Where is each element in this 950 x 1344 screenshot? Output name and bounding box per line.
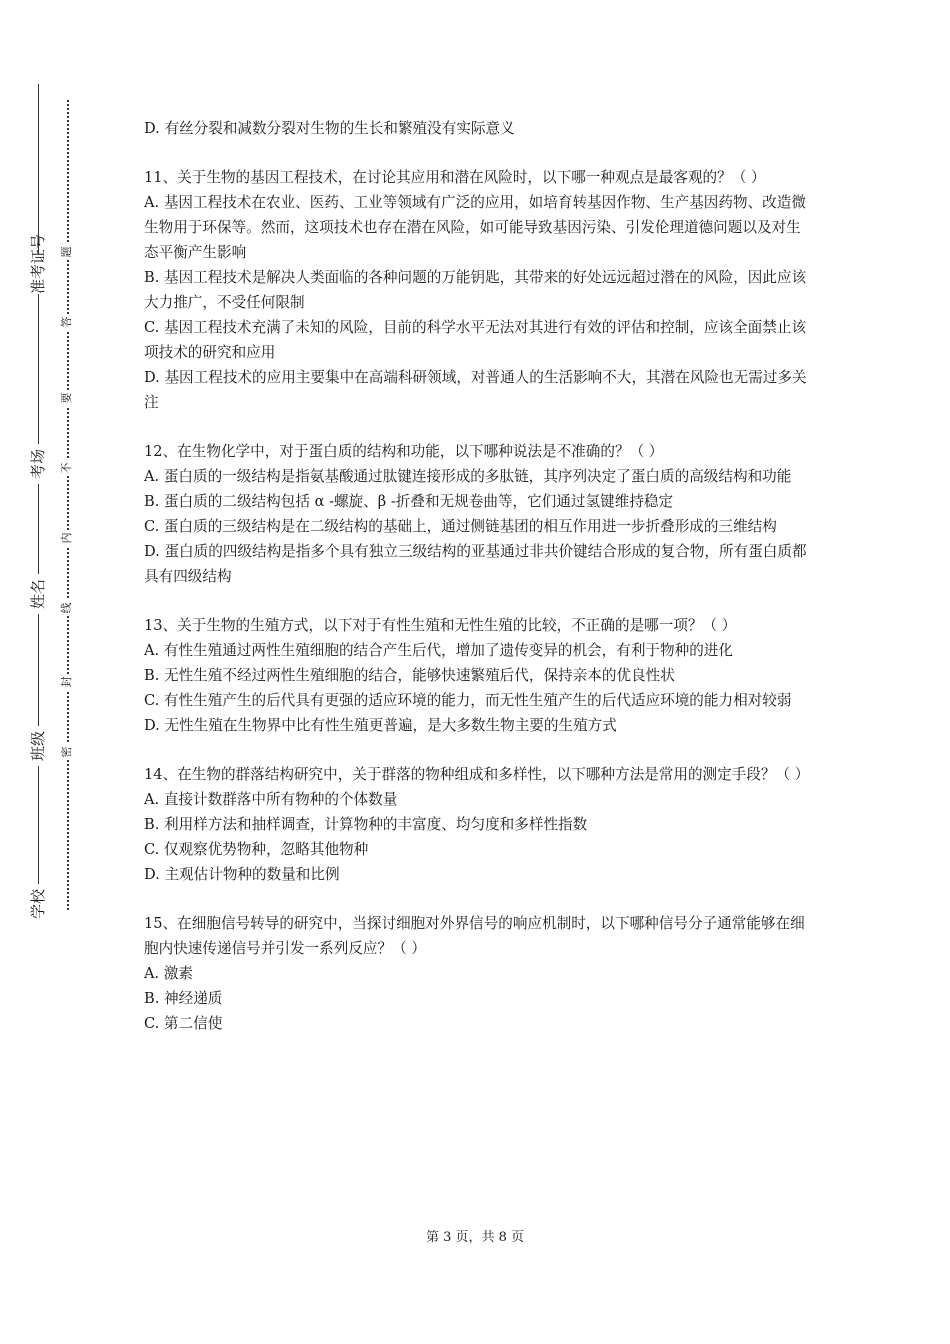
question-stem: 15、在细胞信号转导的研究中，当探讨细胞对外界信号的响应机制时，以下哪种信号分子通常能够在细胞内快速传递信号并引发一系列反应？（ ） <box>144 915 805 957</box>
seal-char: 答 <box>59 314 75 330</box>
option-c: C. 第二信使 <box>144 1015 223 1032</box>
option-b: B. 无性生殖不经过两性生殖细胞的结合，能够快速繁殖后代，保持亲本的优良性状 <box>144 667 675 684</box>
option-a: A. 有性生殖通过两性生殖细胞的结合产生后代，增加了遗传变异的机会，有利于物种的进化 <box>144 642 733 659</box>
seal-char: 题 <box>59 244 75 260</box>
seal-char: 不 <box>59 460 75 476</box>
exam-room-label: 考场 <box>18 444 58 484</box>
question-stem: 14、在生物的群落结构研究中，关于群落的物种组成和多样性，以下哪种方法是常用的测定手段？（ ） <box>144 766 810 783</box>
option-a: A. 基因工程技术在农业、医药、工业等领域有广泛的应用，如培育转基因作物、生产基因药物、改造微生物用于环保等。然而，这项技术也存在潜在风险，如可能导致基因污染、引发伦理道德问题以及对生态平衡产生影响 <box>144 194 806 261</box>
exam-content <box>144 116 812 1060</box>
question-stem: 12、在生物化学中，对于蛋白质的结构和功能，以下哪种说法是不准确的？（ ） <box>144 443 664 460</box>
binding-margin <box>0 0 120 1344</box>
class-label: 班级 <box>18 726 58 766</box>
seal-char: 密 <box>59 744 75 760</box>
question-11 <box>144 165 812 415</box>
option-a: A. 直接计数群落中所有物种的个体数量 <box>144 791 398 808</box>
option-c: C. 基因工程技术充满了未知的风险，目前的科学水平无法对其进行有效的评估和控制，应该全面禁止该项技术的研究和应用 <box>144 319 807 361</box>
option-d: D. 无性生殖在生物界中比有性生殖更普遍，是大多数生物主要的生殖方式 <box>144 717 617 734</box>
option-b: B. 基因工程技术是解决人类面临的各种问题的万能钥匙，其带来的好处远远超过潜在的风险，因此应该大力推广，不受任何限制 <box>144 269 807 311</box>
option-c: C. 仅观察优势物种，忽略其他物种 <box>144 841 369 858</box>
seal-char: 封 <box>59 674 75 690</box>
option-d: D. 蛋白质的四级结构是指多个具有独立三级结构的亚基通过非共价键结合形成的复合物，所有蛋白质都具有四级结构 <box>144 543 807 585</box>
option-a: A. 蛋白质的一级结构是指氨基酸通过肽键连接形成的多肽链，其序列决定了蛋白质的高级结构和功能 <box>144 468 792 485</box>
seal-char: 内 <box>59 530 75 546</box>
question-14 <box>144 762 812 887</box>
seal-char: 线 <box>59 600 75 616</box>
binding-solid-line <box>38 84 39 914</box>
option-b: B. 利用样方法和抽样调查，计算物种的丰富度、均匀度和多样性指数 <box>144 816 588 833</box>
question-10-option-d: D. 有丝分裂和减数分裂对生物的生长和繁殖没有实际意义 <box>144 120 515 137</box>
option-a: A. 激素 <box>144 965 194 982</box>
name-label: 姓名 <box>18 574 58 614</box>
exam-number-label: 准考证号 <box>18 254 58 294</box>
carryover-block <box>144 116 812 141</box>
seal-dotted-line <box>67 100 69 910</box>
page-number: 第 3 页，共 8 页 <box>425 1230 525 1245</box>
question-stem: 11、关于生物的基因工程技术，在讨论其应用和潜在风险时，以下哪一种观点是最客观的？（ ） <box>144 169 766 186</box>
option-c: C. 有性生殖产生的后代具有更强的适应环境的能力，而无性生殖产生的后代适应环境的能力相对较弱 <box>144 692 792 709</box>
option-b: B. 神经递质 <box>144 990 223 1007</box>
school-label: 学校 <box>18 884 58 924</box>
seal-char: 要 <box>59 390 75 406</box>
option-d: D. 基因工程技术的应用主要集中在高端科研领域，对普通人的生活影响不大，其潜在风险也无需过多关注 <box>144 369 807 411</box>
option-b: B. 蛋白质的二级结构包括 α -螺旋、β -折叠和无规卷曲等，它们通过氢键维持稳定 <box>144 493 674 510</box>
question-12 <box>144 439 812 589</box>
question-stem: 13、关于生物的生殖方式，以下对于有性生殖和无性生殖的比较，不正确的是哪一项？（ ） <box>144 617 737 634</box>
question-15 <box>144 911 812 1036</box>
question-13 <box>144 613 812 738</box>
option-d: D. 主观估计物种的数量和比例 <box>144 866 340 883</box>
option-c: C. 蛋白质的三级结构是在二级结构的基础上，通过侧链基团的相互作用进一步折叠形成的三维结构 <box>144 518 777 535</box>
